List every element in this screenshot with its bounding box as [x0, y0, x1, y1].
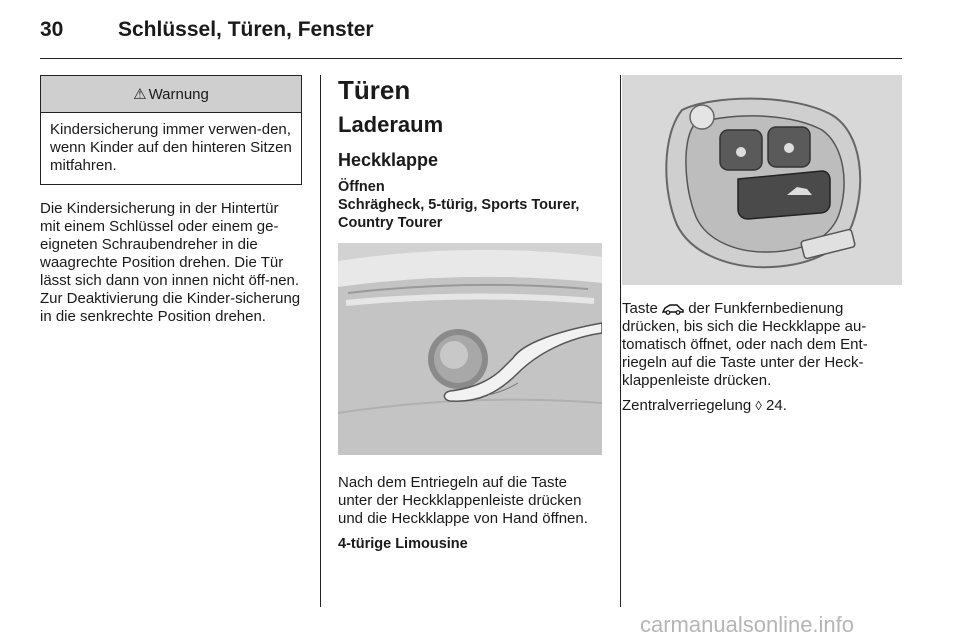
warning-box [40, 75, 302, 185]
warning-header [41, 76, 301, 113]
instruction-lead: Taste [622, 300, 658, 317]
warning-triangle-icon: ⚠ [133, 86, 147, 103]
car-trunk-icon [662, 303, 684, 315]
sedan-heading: 4-türige Limousine [338, 536, 468, 552]
column-left [40, 75, 302, 326]
column-right [622, 75, 902, 415]
remote-instruction [622, 300, 902, 390]
cross-reference-page[interactable]: 24. [766, 397, 787, 414]
watermark: carmanualsonline.info [640, 612, 855, 637]
remote-key-image [622, 75, 902, 285]
warning-text: Kindersicherung immer verwen-den, wenn Kinder auf den hinteren Sitzen mitfahren. [50, 121, 292, 174]
topic-title: Heckklappe [338, 150, 439, 170]
page-number: 30 [40, 18, 64, 41]
tailgate-caption: Nach dem Entriegeln auf die Taste unter der Heckklappenleiste drücken und die Heckklappe von Hand öffnen. [338, 474, 588, 527]
page-header [40, 18, 374, 48]
section-title: Türen [338, 75, 411, 105]
procedure-title: Öffnen [338, 179, 385, 195]
hand-under-tailgate-image [338, 243, 602, 455]
column-middle [338, 75, 602, 553]
header-divider [40, 58, 902, 59]
reference-arrow-icon: ◊ [755, 398, 762, 413]
cross-reference-label: Zentralverriegelung [622, 397, 752, 414]
chapter-title: Schlüssel, Türen, Fenster [118, 18, 374, 41]
column-divider-1 [320, 75, 321, 607]
cross-reference [622, 397, 902, 415]
child-lock-paragraph: Die Kindersicherung in der Hintertür mit einem Schlüssel oder einem ge-eigneten Schraubendreher in die waagrechte Position drehen. Die Tür lässt sich dann von innen nicht öff-nen. Zur Deaktivierung die Kinder-sicherung in die senkrechte Position drehen. [40, 200, 301, 325]
tailgate-illustration [338, 243, 602, 455]
subsection-title: Laderaum [338, 112, 444, 137]
remote-key-illustration [622, 75, 902, 285]
instruction-text: der Funkfernbedienung drücken, bis sich die Heckklappe au-tomatisch öffnet, oder nach dem Ent-riegeln auf die Taste unter der Heck-klappenleiste drücken. [622, 300, 868, 389]
warning-title: Warnung [148, 85, 209, 103]
column-divider-2 [620, 75, 621, 607]
models-heading: Schrägheck, 5-türig, Sports Tourer, Country Tourer [338, 197, 580, 231]
